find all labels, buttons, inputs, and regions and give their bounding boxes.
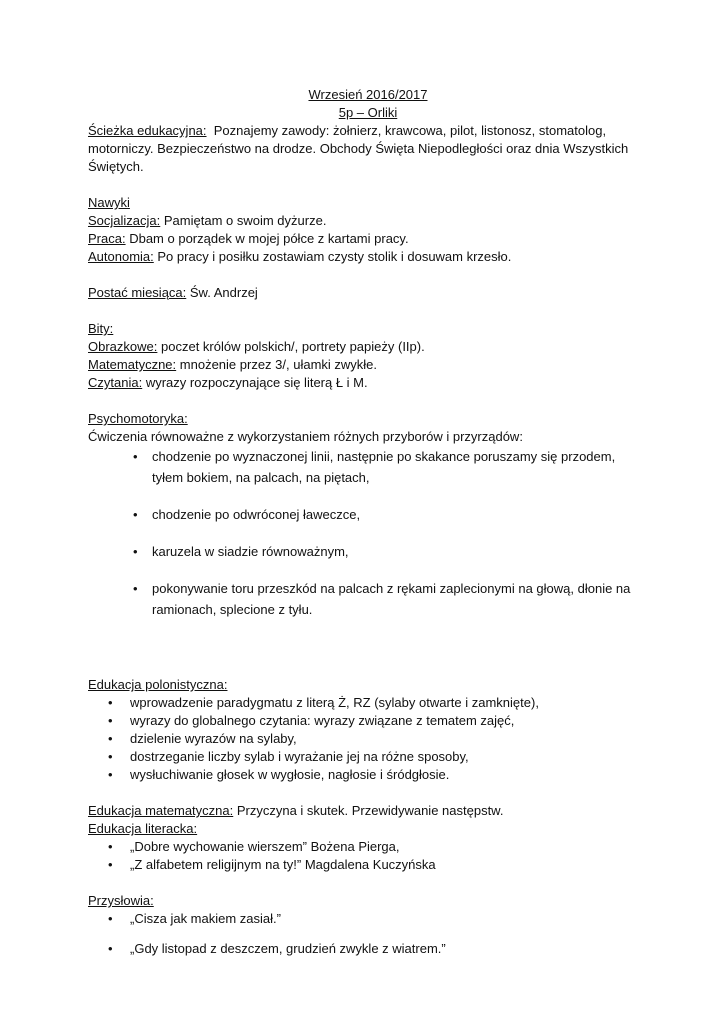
list-item-text: „Dobre wychowanie wierszem” Bożena Pierga,	[130, 839, 400, 854]
list-item-text: „Gdy listopad z deszczem, grudzień zwykle z wiatrem.”	[130, 941, 446, 956]
postac-label: Postać miesiąca:	[88, 285, 187, 300]
nawyki-text: Pamiętam o swoim dyżurze.	[163, 213, 327, 228]
sciezka-label: Ścieżka edukacyjna:	[88, 123, 207, 138]
bity-label: Czytania:	[88, 375, 143, 390]
bullet-icon: •	[108, 839, 113, 854]
list-item	[88, 712, 648, 730]
list-item	[88, 446, 648, 488]
matematyczna-text: Przyczyna i skutek. Przewidywanie następstw.	[236, 803, 504, 818]
bity-text: wyrazy rozpoczynające się literą Ł i M.	[145, 375, 368, 390]
bity-item	[88, 356, 648, 374]
bity-text: mnożenie przez 3/, ułamki zwykłe.	[179, 357, 378, 372]
bullet-icon: •	[108, 767, 113, 782]
list-item-text: dostrzeganie liczby sylab i wyrażanie jej na różne sposoby,	[130, 749, 469, 764]
bullet-icon: •	[108, 911, 113, 926]
sciezka-text: Poznajemy zawody: żołnierz, krawcowa, pilot, listonosz, stomatolog, motorniczy. Bezpieczeństwo na drodze. Obchody Święta Niepodległości oraz dnia Wszystkich Świętych.	[88, 123, 629, 174]
list-item-text: chodzenie po odwróconej ławeczce,	[152, 507, 361, 522]
bullet-icon: •	[108, 695, 113, 710]
list-item-text: dzielenie wyrazów na sylaby,	[130, 731, 297, 746]
nawyki-label: Autonomia:	[88, 249, 154, 264]
polonistyczna-heading: Edukacja polonistyczna:	[88, 677, 228, 692]
bity-text: poczet królów polskich/, portrety papieży (IIp).	[161, 339, 425, 354]
document-title: Wrzesień 2016/2017	[308, 87, 428, 102]
literacka-heading: Edukacja literacka:	[88, 821, 198, 836]
list-item	[88, 730, 648, 748]
nawyki-label: Socjalizacja:	[88, 213, 161, 228]
matematyczna-label: Edukacja matematyczna:	[88, 803, 234, 818]
list-item-text: chodzenie po wyznaczonej linii, następnie po skakance poruszamy się przodem, tyłem bokiem, na palcach, na piętach,	[152, 449, 616, 485]
psycho-intro: Ćwiczenia równoważne z wykorzystaniem różnych przyborów i przyrządów:	[88, 429, 523, 444]
matematyczna-paragraph	[88, 802, 648, 820]
przyslowia-heading: Przysłowia:	[88, 893, 154, 908]
bullet-icon: •	[108, 731, 113, 746]
bullet-icon: •	[108, 941, 113, 956]
list-item	[88, 940, 648, 958]
sciezka-paragraph	[88, 122, 648, 176]
list-item-text: pokonywanie toru przeszkód na palcach z rękami zaplecionymi na głową, dłonie na ramionach, splecione z tyłu.	[152, 581, 631, 617]
list-item-text: wprowadzenie paradygmatu z literą Ż, RZ (sylaby otwarte i zamknięte),	[130, 695, 539, 710]
list-item	[88, 541, 648, 562]
postac-text: Św. Andrzej	[189, 285, 258, 300]
nawyki-item	[88, 230, 648, 248]
bity-label: Matematyczne:	[88, 357, 177, 372]
list-item-text: „Cisza jak makiem zasiał.”	[130, 911, 281, 926]
nawyki-text: Dbam o porządek w mojej półce z kartami pracy.	[129, 231, 409, 246]
list-item-text: karuzela w siadzie równoważnym,	[152, 544, 349, 559]
list-item	[88, 838, 648, 856]
list-item	[88, 578, 648, 620]
bullet-icon: •	[133, 581, 138, 596]
bullet-icon: •	[133, 507, 138, 522]
bity-heading: Bity:	[88, 321, 114, 336]
nawyki-label: Praca:	[88, 231, 126, 246]
list-item	[88, 694, 648, 712]
bullet-icon: •	[133, 544, 138, 559]
psycho-list	[88, 446, 648, 620]
bullet-icon: •	[108, 857, 113, 872]
list-item-text: „Z alfabetem religijnym na ty!” Magdalena Kuczyńska	[130, 857, 436, 872]
list-item-text: wyrazy do globalnego czytania: wyrazy związane z tematem zajęć,	[130, 713, 515, 728]
group-name: 5p – Orliki	[338, 105, 398, 120]
bullet-icon: •	[108, 749, 113, 764]
bullet-icon: •	[133, 449, 138, 464]
list-item	[88, 856, 648, 874]
list-item	[88, 748, 648, 766]
przyslowia-list	[88, 910, 648, 958]
literacka-list	[88, 838, 648, 874]
nawyki-text: Po pracy i posiłku zostawiam czysty stolik i dosuwam krzesło.	[157, 249, 512, 264]
bity-item	[88, 374, 648, 392]
document-page	[88, 86, 648, 970]
list-item-text: wysłuchiwanie głosek w wygłosie, nagłosie i śródgłosie.	[130, 767, 450, 782]
polonistyczna-list	[88, 694, 648, 784]
list-item	[88, 504, 648, 525]
nawyki-item	[88, 212, 648, 230]
nawyki-heading: Nawyki	[88, 195, 130, 210]
list-item	[88, 910, 648, 928]
list-item	[88, 766, 648, 784]
nawyki-item	[88, 248, 648, 266]
psycho-heading: Psychomotoryka:	[88, 411, 188, 426]
bity-item	[88, 338, 648, 356]
bullet-icon: •	[108, 713, 113, 728]
postac-paragraph	[88, 284, 648, 302]
bity-label: Obrazkowe:	[88, 339, 158, 354]
